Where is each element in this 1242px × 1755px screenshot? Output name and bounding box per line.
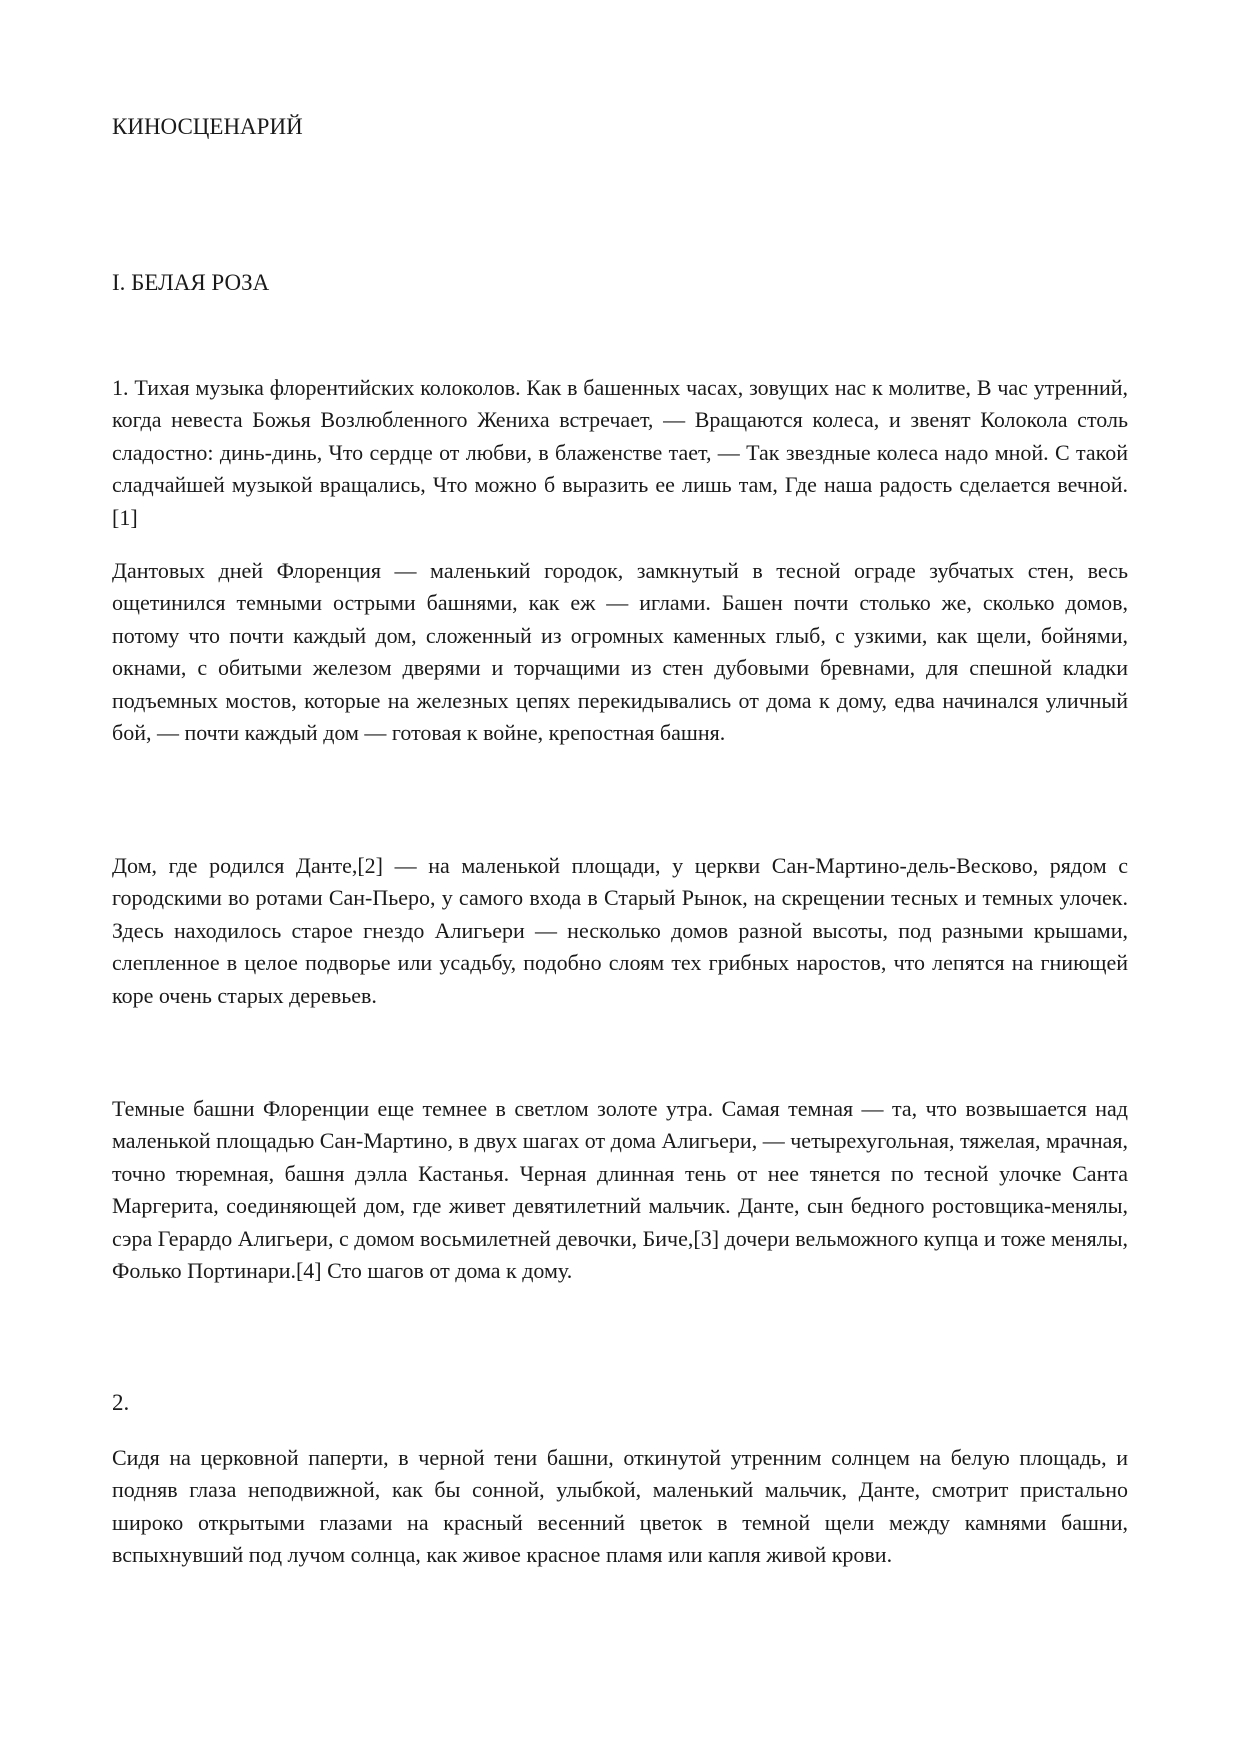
paragraph-3: Дом, где родился Данте,[2] — на маленькой площади, у церкви Сан-Мартино-дель-Весково, рядом с городскими во ротами Сан-Пьеро, у самого входа в Старый Рынок, на скрещении тесных и темных улочек. Здесь находилось старое гнездо Алигьери — несколько домов разной высоты, под разными крышами, слепленное в целое подворье или усадьбу, подобно слоям тех грибных наростов, что лепятся на гниющей коре очень старых деревьев. xyxy=(112,853,1128,1008)
chapter-title: I. БЕЛАЯ РОЗА xyxy=(112,270,270,295)
document-title: КИНОСЦЕНАРИЙ xyxy=(112,114,303,139)
paragraph-5: Сидя на церковной паперти, в черной тени башни, откинутой утренним солнцем на белую площадь, и подняв глаза неподвижной, как бы сонной, улыбкой, маленький мальчик, Данте, смотрит пристально широко открытыми глазами на красный весенний цветок в темной щели между камнями башни, вспыхнувший под лучом солнца, как живое красное пламя или капля живой крови. xyxy=(112,1445,1128,1568)
section-number: 2. xyxy=(112,1390,130,1415)
paragraph-1: 1. Тихая музыка флорентийских колоколов. Как в башенных часах, зовущих нас к молитве, В час утренний, когда невеста Божья Возлюбленного Жениха встречает, — Вращаются колеса, и звенят Колокола столь сладостно: динь-динь, Что сердце от любви, в блаженстве тает, — Так звездные колеса надо мной. С такой сладчайшей музыкой вращались, Что можно б выразить ее лишь там, Где наша радость сделается вечной.[1] xyxy=(112,375,1128,530)
paragraph-4: Темные башни Флоренции еще темнее в светлом золоте утра. Самая темная — та, что возвышается над маленькой площадью Сан-Мартино, в двух шагах от дома Алигьери, — четырехугольная, тяжелая, мрачная, точно тюремная, башня дэлла Кастанья. Черная длинная тень от нее тянется по тесной улочке Санта Маргерита, соединяющей дом, где живет девятилетний мальчик. Данте, сын бедного ростовщика-менялы, сэра Герардо Алигьери, с домом восьмилетней девочки, Биче,[3] дочери вельможного купца и тоже менялы, Фолько Портинари.[4] Сто шагов от дома к дому. xyxy=(112,1096,1128,1284)
paragraph-2: Дантовых дней Флоренция — маленький городок, замкнутый в тесной ограде зубчатых стен, весь ощетинился темными острыми башнями, как еж — иглами. Башен почти столько же, сколько домов, потому что почти каждый дом, сложенный из огромных каменных глыб, с узкими, как щели, бойнями, окнами, с обитыми железом дверями и торчащими из стен дубовыми бревнами, для спешной кладки подъемных мостов, которые на железных цепях перекидывались от дома к дому, едва начинался уличный бой, — почти каждый дом — готовая к войне, крепостная башня. xyxy=(112,558,1128,746)
